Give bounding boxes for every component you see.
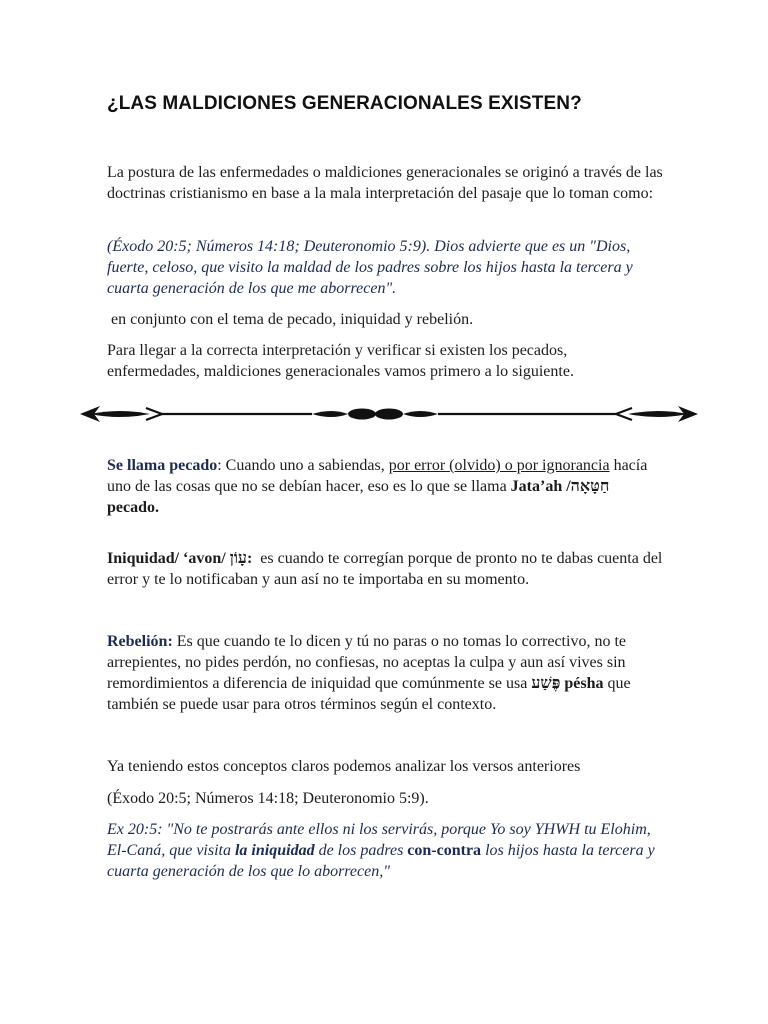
hebrew-jataah: חַטָּאָה	[570, 478, 610, 495]
conjunto-paragraph: en conjunto con el tema de pecado, iniquidad y rebelión.	[107, 311, 474, 328]
pecado-end: pecado.	[107, 499, 159, 516]
hebrew-avon: עָוֹן	[229, 550, 247, 567]
rebelion-text-1: Es que cuando te lo dicen y tú no paras o no tomas lo correctivo, no te arrepientes, no pides perdón, no confiesas, no aceptas la culpa y aun así vives sin remordimientos a diferencia de iniquidad que comúnmente se usa	[107, 633, 626, 692]
exodus-text-3: los hijos hasta la tercera y cuarta generación de los que lo aborrecen,"	[107, 842, 655, 880]
iniquidad-term: Iniquidad/ ‘avon/	[107, 550, 230, 567]
pecado-paragraph	[107, 455, 663, 518]
refs-paragraph: (Éxodo 20:5; Números 14:18; Deuteronomio 5:9).	[107, 790, 429, 807]
pecado-text-2: hacía uno de las cosas que no se debían hacer, eso es lo que se llama	[107, 457, 648, 495]
ya-teniendo-paragraph: Ya teniendo estos conceptos claros podemos analizar los versos anteriores	[107, 758, 581, 775]
iniquidad-paragraph	[107, 548, 667, 590]
exodus-bold-con-contra: con-contra	[407, 842, 482, 859]
para-llegar-paragraph: Para llegar a la correcta interpretación y verificar si existen los pecados, enfermedades, maldiciones generacionales vamos primero a lo siguiente.	[107, 342, 574, 380]
exodus-quote	[107, 819, 667, 882]
pecado-text-1: : Cuando uno a sabiendas,	[217, 457, 389, 474]
ornamental-divider	[80, 397, 698, 431]
rebelion-paragraph	[107, 631, 663, 715]
pecado-term: Se llama pecado	[107, 457, 218, 474]
exodus-bold-iniquidad: la iniquidad	[234, 842, 315, 859]
quote-paragraph: (Éxodo 20:5; Números 14:18; Deuteronomio 5:9). Dios advierte que es un "Dios, fuerte, celoso, que visito la maldad de los padres sobre los hijos hasta la tercera y cuarta generación de los que me aborrecen".	[107, 238, 633, 297]
pecado-underlined: por error (olvido) o por ignorancia	[388, 457, 610, 474]
iniquidad-text: es cuando te corregían porque de pronto no te dabas cuenta del error y te lo notificaban y aun así no te importaba en su momento.	[107, 550, 667, 588]
exodus-text-2: de los padres	[314, 842, 408, 859]
rebelion-text-2: que también se puede usar para otros términos según el contexto.	[107, 675, 631, 713]
rebelion-term: Rebelión:	[107, 633, 173, 650]
page-title: ¿LAS MALDICIONES GENERACIONALES EXISTEN?	[107, 93, 582, 114]
hebrew-pesha: פֶּשַׁע	[531, 675, 561, 692]
jata-term: Jata’ah /	[510, 478, 571, 495]
intro-paragraph: La postura de las enfermedades o maldiciones generacionales se originó a través de las doctrinas cristianismo en base a la mala interpretación del pasaje que lo toman como:	[107, 164, 663, 202]
iniquidad-colon: :	[246, 550, 253, 567]
exodus-text-1: Ex 20:5: "No te postrarás ante ellos ni los servirás, porque Yo soy YHWH tu Elohim, El-Caná, que visita	[107, 821, 651, 859]
pesha-term: pésha	[560, 675, 604, 692]
